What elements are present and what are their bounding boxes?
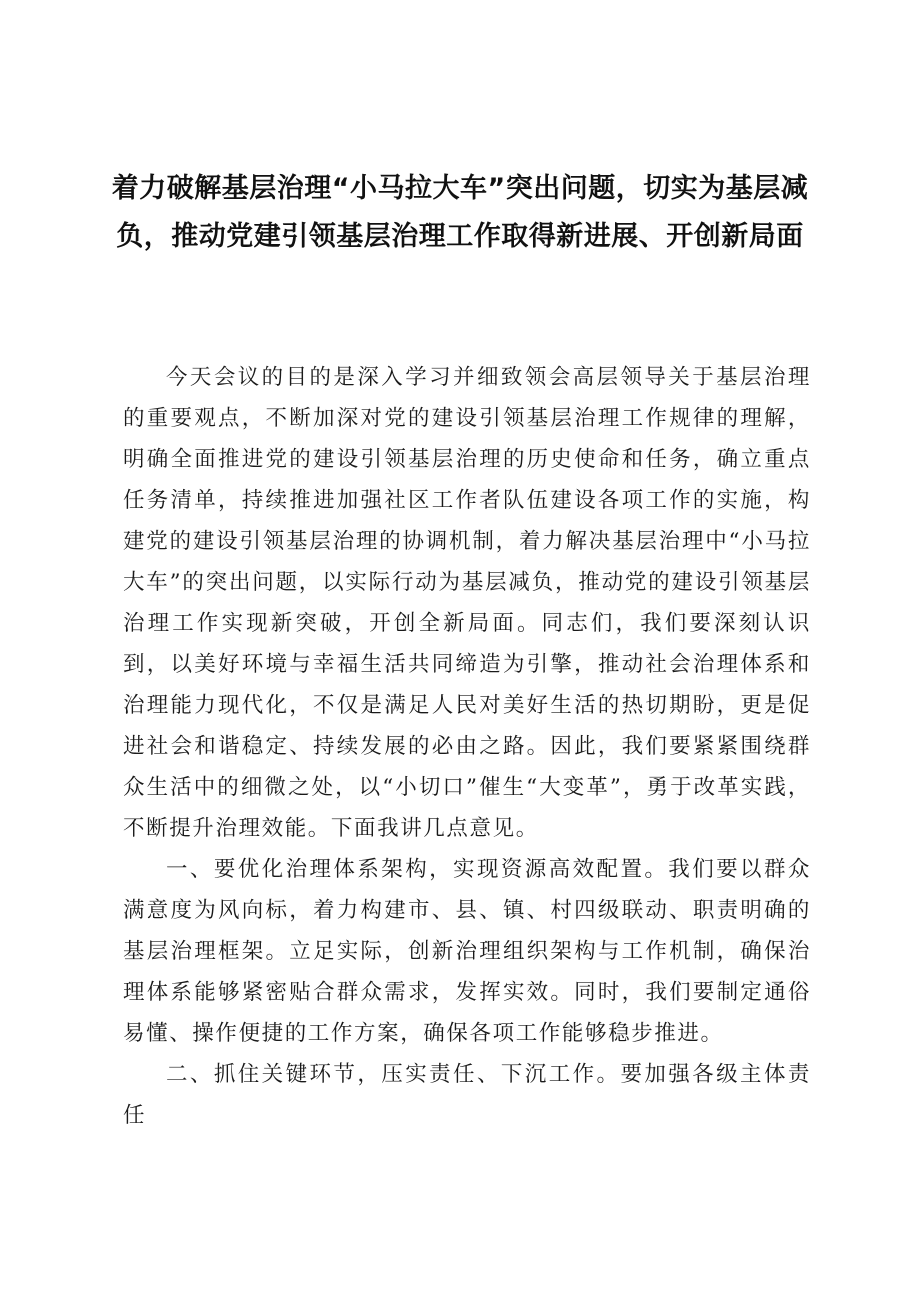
- paragraph-point-one: 一、要优化治理体系架构，实现资源高效配置。我们要以群众满意度为风向标，着力构建市、县、镇、村四级联动、职责明确的基层治理框架。立足实际，创新治理组织架构与工作机制，确保治理体系能够紧密贴合群众需求，发挥实效。同时，我们要制定通俗易懂、操作便捷的工作方案，确保各项工作能够稳步推进。: [123, 857, 811, 1046]
- paragraph-point-two: 二、抓住关键环节，压实责任、下沉工作。要加强各级主体责任: [123, 1062, 811, 1128]
- document-body: [123, 357, 811, 1136]
- document-title: 着力破解基层治理“小马拉大车”突出问题，切实为基层减负，推动党建引领基层治理工作取得新进展、开创新局面: [111, 173, 809, 252]
- paragraph-intro: 今天会议的目的是深入学习并细致领会高层领导关于基层治理的重要观点，不断加深对党的建设引领基层治理工作规律的理解，明确全面推进党的建设引领基层治理的历史使命和任务，确立重点任务清单，持续推进加强社区工作者队伍建设各项工作的实施，构建党的建设引领基层治理的协调机制，着力解决基层治理中“小马拉大车”的突出问题，以实际行动为基层减负，推动党的建设引领基层治理工作实现新突破，开创全新局面。同志们，我们要深刻认识到，以美好环境与幸福生活共同缔造为引擎，推动社会治理体系和治理能力现代化，不仅是满足人民对美好生活的热切期盼，更是促进社会和谐稳定、持续发展的必由之路。因此，我们要紧紧围绕群众生活中的细微之处，以“小切口”催生“大变革”，勇于改革实践，不断提升治理效能。下面我讲几点意见。: [123, 365, 811, 841]
